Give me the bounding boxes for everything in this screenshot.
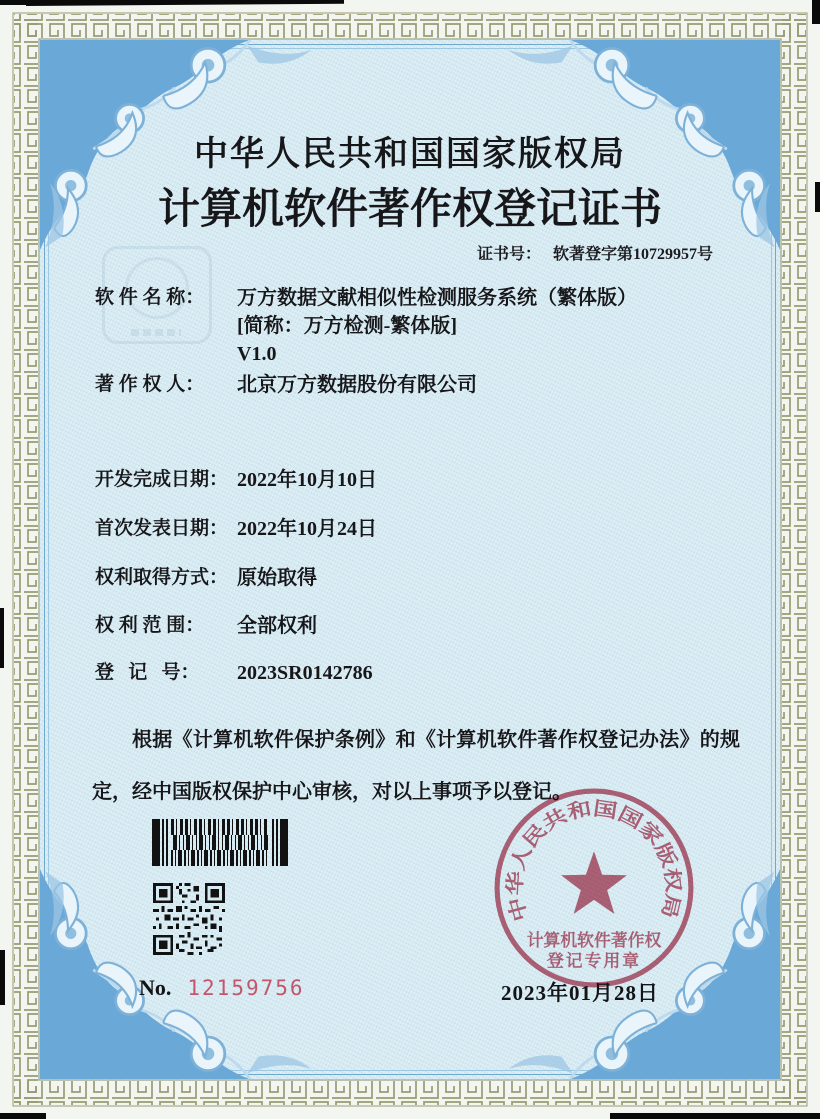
field-value: 2022年10月24日 bbox=[237, 518, 377, 540]
field-label: 登 记 号： bbox=[95, 662, 200, 683]
certificate-number-label: 证书号： bbox=[476, 246, 541, 263]
authority-title: 中华人民共和国国家版权局 bbox=[194, 136, 626, 173]
certificate-title: 计算机软件著作权登记证书 bbox=[157, 187, 662, 233]
scan-artifact bbox=[0, 950, 5, 1005]
scan-artifact bbox=[0, 608, 4, 668]
field-first-publish-date bbox=[95, 515, 377, 543]
scan-artifact bbox=[815, 182, 820, 212]
field-rights-scope bbox=[95, 612, 317, 640]
field-value: 万方数据文献相似性检测服务系统（繁体版） [简称：万方检测-繁体版] V1.0 bbox=[237, 287, 637, 365]
scan-artifact bbox=[0, 0, 42, 5]
field-value: 全部权利 bbox=[237, 615, 317, 637]
field-label: 权利取得方式： bbox=[95, 567, 229, 588]
barcode-stop-bars bbox=[271, 819, 288, 866]
field-copyright-owner bbox=[95, 371, 477, 399]
seal-line1: 计算机软件著作权 bbox=[526, 931, 662, 951]
seal-ring-text: 中华人民共和国国家版权局 bbox=[505, 798, 683, 924]
seal-line2: 登记专用章 bbox=[546, 951, 642, 971]
field-label: 著 作 权 人： bbox=[95, 374, 205, 395]
field-label: 首次发表日期： bbox=[95, 518, 229, 539]
field-label: 软 件 名 称： bbox=[95, 287, 205, 308]
serial-label: No. bbox=[139, 975, 172, 1000]
barcode-start-bars bbox=[152, 819, 169, 866]
scan-artifact bbox=[610, 1113, 820, 1119]
serial-value: 12159756 bbox=[187, 976, 305, 1000]
field-value: 2023SR0142786 bbox=[237, 662, 373, 684]
field-software-name bbox=[95, 284, 637, 368]
registration-statement: 根据《计算机软件保护条例》和《计算机软件著作权登记办法》的规定，经中国版权保护中心审核，对以上事项予以登记。 bbox=[92, 729, 740, 803]
star-icon bbox=[561, 851, 627, 914]
issue-date: 2023年01月28日 bbox=[501, 981, 659, 1005]
official-seal bbox=[492, 786, 696, 990]
serial-number bbox=[139, 975, 305, 1001]
scan-artifact bbox=[812, 0, 820, 24]
qr-code bbox=[153, 883, 225, 955]
field-value: 原始取得 bbox=[237, 567, 317, 589]
field-value: 2022年10月10日 bbox=[237, 469, 377, 491]
field-registration-number bbox=[95, 659, 373, 687]
pdf417-barcode bbox=[152, 819, 288, 866]
field-rights-acquisition bbox=[95, 564, 317, 592]
barcode-data-area bbox=[171, 819, 269, 866]
field-value: 北京万方数据股份有限公司 bbox=[237, 374, 477, 396]
field-label: 开发完成日期： bbox=[95, 469, 229, 490]
field-dev-complete-date bbox=[95, 466, 377, 494]
field-label: 权 利 范 围： bbox=[95, 615, 205, 636]
certificate-number bbox=[477, 241, 713, 264]
scan-artifact bbox=[0, 1113, 46, 1119]
certificate-number-value: 软著登字第10729957号 bbox=[552, 246, 713, 263]
